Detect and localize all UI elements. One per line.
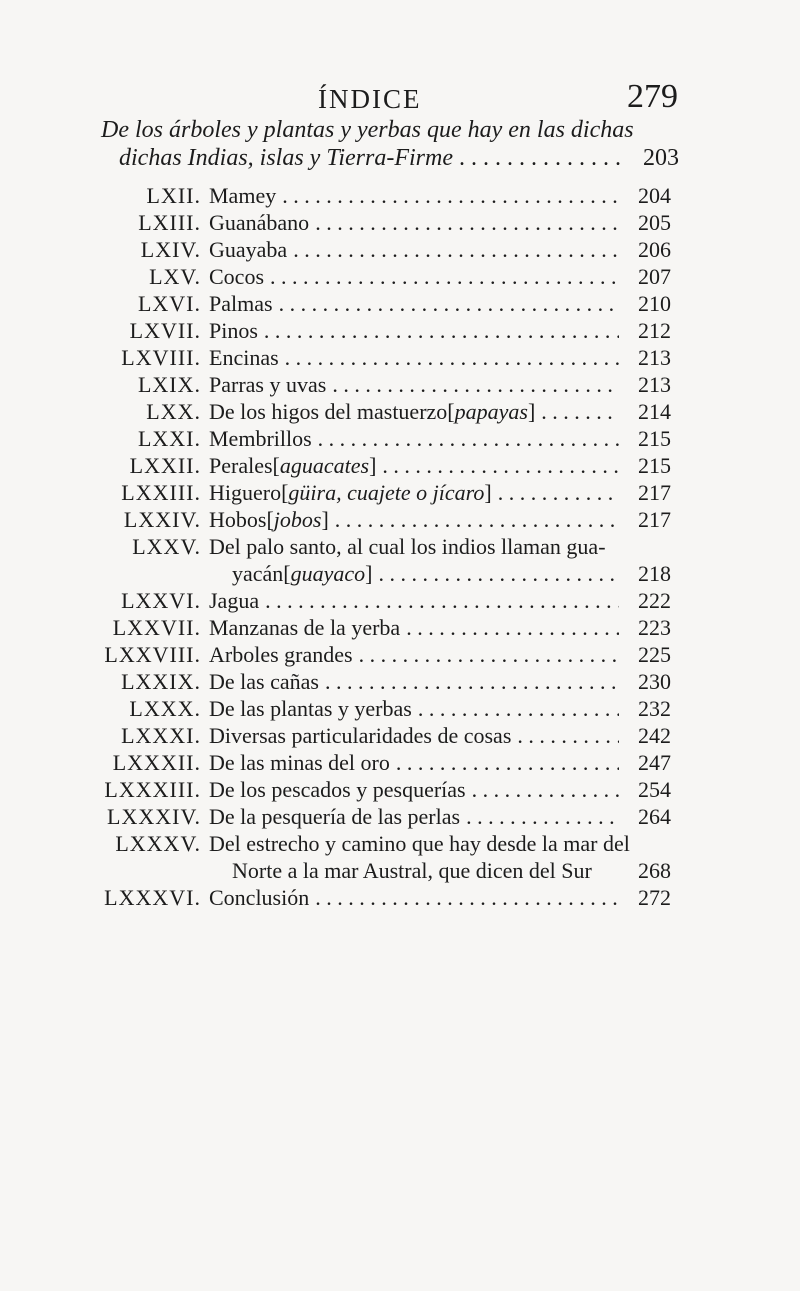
dot-leader <box>382 452 619 479</box>
entry-body: Hobos [jobos] . . . 217 <box>209 506 671 533</box>
dot-leader <box>378 560 619 587</box>
chapter-number: LXVII. <box>129 318 201 343</box>
chapter-number: LXXII. <box>129 453 201 478</box>
toc-entry <box>0 749 800 776</box>
toc-entry <box>0 344 800 371</box>
entry-page: 222 <box>638 588 671 613</box>
entry-note: aguacates <box>279 453 370 478</box>
chapter-number: LXXXV. <box>115 831 201 856</box>
entry-note: papayas <box>454 399 528 424</box>
entry-body: De los higos del mastuerzo [papayas] . . . 214 <box>209 398 671 425</box>
entry-title: Palmas <box>209 291 273 316</box>
toc-entry <box>0 776 800 803</box>
entry-title: Guanábano <box>209 210 310 235</box>
chapter-number: LXIX. <box>137 372 201 397</box>
entry-page: 210 <box>638 291 671 316</box>
toc-entry <box>0 182 800 209</box>
dot-leader <box>459 144 627 172</box>
dot-leader <box>315 884 619 911</box>
chapter-number: LXXI. <box>137 426 201 451</box>
entry-page: 213 <box>638 372 671 397</box>
toc-entry <box>0 533 800 587</box>
entry-page: 215 <box>638 453 671 478</box>
entry-body <box>209 371 671 398</box>
dot-leader <box>332 371 619 398</box>
entry-page: 230 <box>638 669 671 694</box>
entry-title: Guayaba <box>209 237 288 262</box>
entry-body <box>209 830 671 884</box>
entry-note: jobos <box>273 507 322 532</box>
entry-title: Pinos <box>209 318 258 343</box>
entry-body <box>209 668 671 695</box>
entry-title: Del palo santo, al cual los indios llaman gua- <box>209 534 606 559</box>
dot-leader <box>498 479 619 506</box>
entry-body: Perales [aguacates] . . . 215 <box>209 452 671 479</box>
section-heading-line-2 <box>101 144 679 172</box>
entry-page: 264 <box>638 804 671 829</box>
entry-title: Arboles grandes <box>209 642 353 667</box>
entry-page: 225 <box>638 642 671 667</box>
chapter-number: LXXIX. <box>121 669 201 694</box>
entry-page: 205 <box>638 210 671 235</box>
entry-page: 212 <box>638 318 671 343</box>
entry-title: Conclusión <box>209 885 310 910</box>
running-title: ÍNDICE <box>318 84 422 114</box>
entry-body: Higuero [güira, cuajete o jícaro] . . . 217 <box>209 479 671 506</box>
toc-entry <box>0 722 800 749</box>
chapter-number: LXXVI. <box>121 588 201 613</box>
dot-leader <box>279 290 619 317</box>
entry-body <box>209 641 671 668</box>
toc-entry <box>0 236 800 263</box>
entry-body <box>209 344 671 371</box>
chapter-number: LXXIII. <box>121 480 201 505</box>
entry-title: Membrillos <box>209 426 312 451</box>
chapter-number: LXXXII. <box>112 750 201 775</box>
section-heading-page: 203 <box>643 145 679 171</box>
toc-entry <box>0 479 800 506</box>
dot-leader <box>270 263 619 290</box>
dot-leader <box>285 344 619 371</box>
entry-page: 268 <box>638 858 671 883</box>
toc-entry <box>0 830 800 884</box>
dot-leader <box>472 776 619 803</box>
toc-entry <box>0 371 800 398</box>
entry-page: 272 <box>638 885 671 910</box>
entry-body <box>209 317 671 344</box>
toc-entry <box>0 695 800 722</box>
chapter-number: LXXIV. <box>123 507 201 532</box>
entry-title: De las plantas y yerbas <box>209 696 412 721</box>
entry-title: De los higos del mastuerzo <box>209 399 448 424</box>
toc-entry <box>0 668 800 695</box>
entry-page: 213 <box>638 345 671 370</box>
entry-title: Diversas particularidades de cosas <box>209 723 512 748</box>
entry-title-continued: Norte a la mar Austral, que dicen del Sur <box>232 858 592 883</box>
chapter-number: LXII. <box>146 183 201 208</box>
chapter-number: LXXXVI. <box>104 885 201 910</box>
chapter-number: LXXV. <box>132 534 201 559</box>
entry-body <box>209 425 671 452</box>
chapter-number: LXXXIV. <box>107 804 201 829</box>
entry-body <box>209 614 671 641</box>
section-heading-text: dichas Indias, islas y Tierra-Firme <box>119 145 453 171</box>
entry-body <box>209 209 671 236</box>
entry-title: De las minas del oro <box>209 750 390 775</box>
entry-body <box>209 587 671 614</box>
dot-leader <box>282 182 619 209</box>
toc-entry <box>0 803 800 830</box>
chapter-number: LXVIII. <box>121 345 201 370</box>
section-heading <box>101 116 679 172</box>
entry-title-continued: yacán <box>232 561 284 586</box>
toc-entry <box>0 317 800 344</box>
toc-entry <box>0 398 800 425</box>
chapter-number: LXIII. <box>138 210 201 235</box>
entry-title: De los pescados y pesquerías <box>209 777 466 802</box>
entry-body <box>209 803 671 830</box>
entry-body <box>209 722 671 749</box>
dot-leader <box>264 317 619 344</box>
entry-body <box>209 749 671 776</box>
toc-entry <box>0 506 800 533</box>
entry-title: Parras y uvas <box>209 372 327 397</box>
toc-entry <box>0 425 800 452</box>
page-number: 279 <box>627 78 678 115</box>
toc-entry <box>0 884 800 911</box>
entry-page: 223 <box>638 615 671 640</box>
dot-leader <box>325 668 619 695</box>
dot-leader <box>541 398 619 425</box>
toc-entry <box>0 614 800 641</box>
entry-body <box>209 182 671 209</box>
entry-page: 215 <box>638 426 671 451</box>
entry-page: 218 <box>638 561 671 586</box>
dot-leader <box>265 587 619 614</box>
chapter-number: LXXX. <box>129 696 201 721</box>
entry-page: 214 <box>638 399 671 424</box>
dot-leader <box>293 236 619 263</box>
page-header <box>0 78 800 118</box>
toc-entry <box>0 263 800 290</box>
entry-page: 247 <box>638 750 671 775</box>
dot-leader <box>315 209 619 236</box>
entry-note: guayaco <box>290 561 366 586</box>
entry-body <box>209 884 671 911</box>
entry-title: Del estrecho y camino que hay desde la mar del <box>209 831 630 856</box>
entry-page: 206 <box>638 237 671 262</box>
dot-leader <box>466 803 619 830</box>
entry-page: 217 <box>638 507 671 532</box>
entry-body: Del palo santo, al cual los indios llaman gua- yacán [guayaco] . . . 218 <box>209 533 671 587</box>
dot-leader <box>318 425 619 452</box>
section-heading-line-1: De los árboles y plantas y yerbas que hay en las dichas <box>101 117 634 143</box>
entry-page: 232 <box>638 696 671 721</box>
dot-leader <box>335 506 619 533</box>
dot-leader <box>406 614 619 641</box>
chapter-number: LXX. <box>146 399 201 424</box>
entry-page: 207 <box>638 264 671 289</box>
toc-entry <box>0 587 800 614</box>
chapter-number: LXIV. <box>140 237 201 262</box>
entry-title: Manzanas de la yerba <box>209 615 401 640</box>
entry-page: 204 <box>638 183 671 208</box>
entry-title: Jagua <box>209 588 260 613</box>
entry-body <box>209 695 671 722</box>
entry-title: De la pesquería de las perlas <box>209 804 461 829</box>
toc-entry <box>0 290 800 317</box>
chapter-number: LXXVIII. <box>104 642 201 667</box>
entry-body <box>209 776 671 803</box>
entry-body <box>209 290 671 317</box>
chapter-number: LXVI. <box>137 291 201 316</box>
entry-title: Perales <box>209 453 273 478</box>
entry-title: Mamey <box>209 183 277 208</box>
entry-title: De las cañas <box>209 669 319 694</box>
dot-leader <box>418 695 619 722</box>
entry-title: Hobos <box>209 507 267 532</box>
chapter-number: LXXXIII. <box>104 777 201 802</box>
chapter-number: LXV. <box>149 264 201 289</box>
table-of-contents <box>0 182 800 911</box>
toc-entry <box>0 209 800 236</box>
dot-leader <box>517 722 619 749</box>
entry-title: Cocos <box>209 264 264 289</box>
chapter-number: LXXVII. <box>112 615 201 640</box>
entry-title: Higuero <box>209 480 282 505</box>
entry-title: Encinas <box>209 345 279 370</box>
toc-entry <box>0 452 800 479</box>
entry-page: 217 <box>638 480 671 505</box>
dot-leader <box>359 641 619 668</box>
chapter-number: LXXXI. <box>121 723 201 748</box>
entry-body <box>209 263 671 290</box>
entry-note: güira, cuajete o jícaro <box>288 480 485 505</box>
dot-leader <box>396 749 619 776</box>
entry-page: 254 <box>638 777 671 802</box>
entry-page: 242 <box>638 723 671 748</box>
toc-entry <box>0 641 800 668</box>
entry-body <box>209 236 671 263</box>
